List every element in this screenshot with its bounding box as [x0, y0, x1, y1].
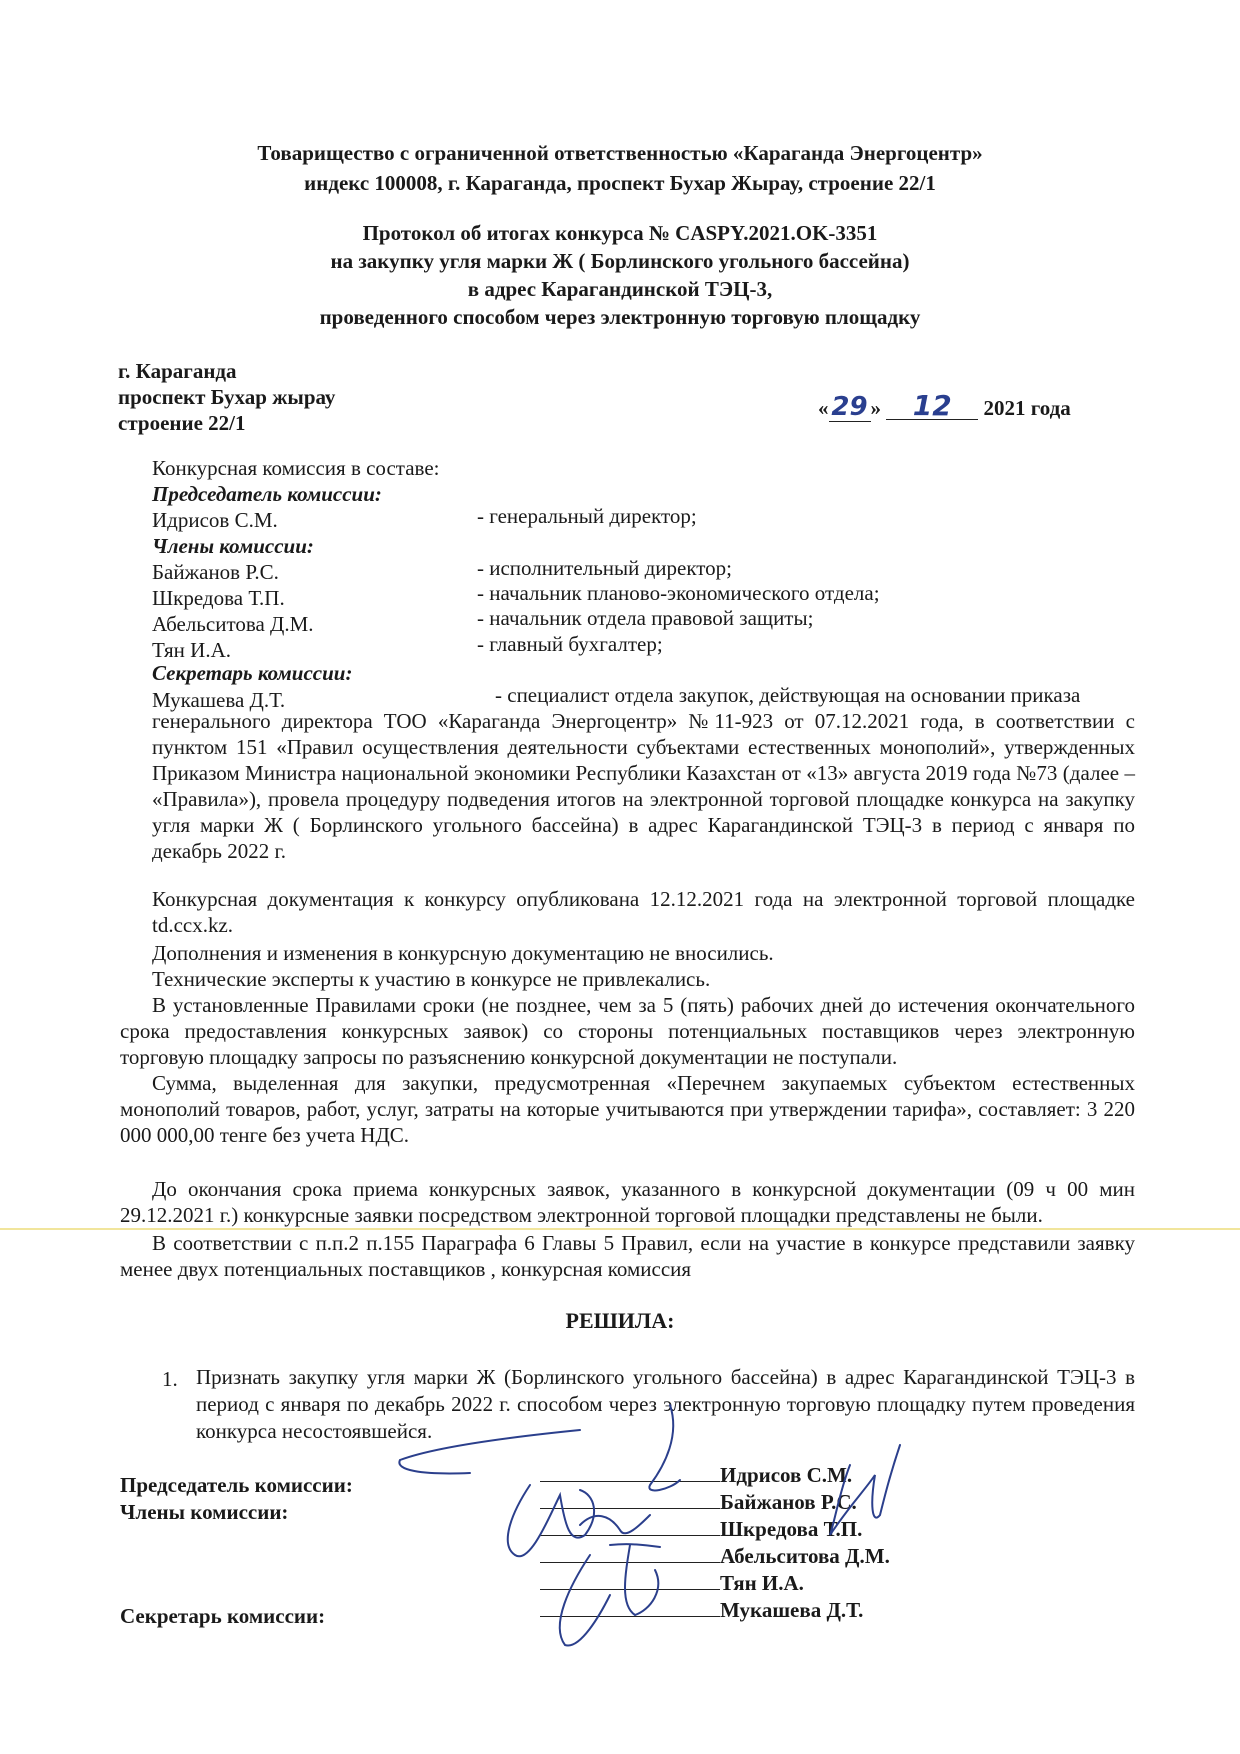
decision-heading: РЕШИЛА:	[565, 1308, 675, 1333]
signature-secretary-label: Секретарь комиссии:	[120, 1604, 326, 1628]
signature-member-stroke	[625, 1545, 658, 1615]
member-name: Абельситова Д.М.	[152, 612, 314, 636]
signature-loop-stroke	[649, 1405, 680, 1490]
signature-right-stroke	[830, 1445, 900, 1535]
date-year: 2021 года	[983, 396, 1071, 420]
signature-name: Идрисов С.М.	[720, 1463, 853, 1487]
decision-item-number: 1.	[162, 1367, 178, 1391]
secretary-role-start: - специалист отдела закупок, действующая на основании приказа	[495, 683, 1081, 707]
protocol-destination: в адрес Карагандинской ТЭЦ-3,	[467, 277, 773, 301]
chair-name: Идрисов С.М.	[152, 508, 278, 532]
secretary-appointment-text: генерального директора ТОО «Караганда Энергоцентр» №11-923 от 07.12.2021 года, в соответствии с пунктом 151 «Правил осуществления деятельности субъектами естественных монополий», утвержденных Приказом Министра национальной экономики Республики Казахстан от «13» августа 2019 года №73 (далее – «Правила»), провела процедуру подведения итогов на электронной торговой площадке конкурса на закупку угля марки Ж ( Борлинского угольного бассейна) в адрес Карагандинской ТЭЦ-3 в период с января по декабрь 2022 г.	[152, 709, 1135, 863]
signature-chair-label: Председатель комиссии:	[120, 1473, 353, 1497]
member-name: Шкредова Т.П.	[152, 586, 285, 610]
chair-role: - генеральный директор;	[477, 504, 697, 528]
members-label: Члены комиссии:	[152, 534, 314, 558]
signature-name: Тян И.А.	[720, 1571, 804, 1595]
member-role: - начальник отдела правовой защиты;	[477, 606, 814, 630]
chair-label: Председатель комиссии:	[152, 482, 382, 506]
organization-address: индекс 100008, г. Караганда, проспект Бухар Жырау, строение 22/1	[304, 171, 936, 195]
member-role: - главный бухгалтер;	[477, 632, 663, 656]
signature-members-label: Члены комиссии:	[120, 1500, 289, 1524]
paragraph-budget: Сумма, выделенная для закупки, предусмотренная «Перечнем закупаемых субъектом естественных монополий товаров, работ, услуг, затраты на которые учитываются при утверждении тарифа», составляет: 3 220 000 000,00 тенге без учета НДС.	[120, 1071, 1135, 1147]
paragraph-experts: Технические эксперты к участию в конкурсе не привлекались.	[152, 967, 711, 991]
protocol-method: проведенного способом через электронную торговую площадку	[319, 305, 921, 329]
member-role: - начальник планово-экономического отдела;	[477, 581, 880, 605]
date-close-quote: »	[870, 396, 881, 420]
paragraph-publication: Конкурсная документация к конкурсу опубликована 12.12.2021 года на электронной торговой площадке td.ccx.kz.	[152, 887, 1135, 937]
decision-item-text: Признать закупку угля марки Ж (Борлинского угольного бассейна) в адрес Карагандинской ТЭЦ-3 в период с января по декабрь 2022 г. способом через электронную торговую площадку путем проведения конкурса несостоявшейся.	[196, 1365, 1135, 1443]
date-open-quote: «	[818, 396, 829, 420]
handwritten-signatures	[380, 1395, 940, 1655]
protocol-subject: на закупку угля марки Ж ( Борлинского угольного бассейна)	[330, 249, 910, 273]
signature-chair-stroke	[399, 1430, 580, 1473]
organization-name: Товарищество с ограниченной ответственностью «Караганда Энергоцентр»	[257, 141, 983, 165]
commission-intro: Конкурсная комиссия в составе:	[152, 456, 440, 480]
document-date	[818, 389, 1071, 422]
location-building: строение 22/1	[118, 411, 246, 435]
signature-name: Шкредова Т.П.	[720, 1517, 863, 1541]
secretary-label: Секретарь комиссии:	[152, 661, 353, 685]
signature-name: Байжанов Р.С.	[720, 1490, 857, 1514]
signature-name: Абельситова Д.М.	[720, 1544, 890, 1568]
paragraph-clarifications: В установленные Правилами сроки (не позднее, чем за 5 (пять) рабочих дней до истечения окончательного срока предоставления конкурсных заявок) со стороны потенциальных поставщиков через электронную торговую площадку запросы по разъяснению конкурсной документации не поступали.	[120, 993, 1135, 1069]
member-name: Тян И.А.	[152, 638, 232, 662]
member-role: - исполнительный директор;	[477, 556, 733, 580]
location-city: г. Караганда	[118, 359, 237, 383]
signature-member-stroke	[508, 1485, 594, 1556]
protocol-title: Протокол об итогах конкурса № CASPY.2021.OK-3351	[362, 221, 878, 245]
paragraph-amendments: Дополнения и изменения в конкурсную документацию не вносились.	[152, 941, 774, 965]
member-name: Байжанов Р.С.	[152, 560, 279, 584]
date-day: 29	[829, 394, 871, 422]
secretary-name: Мукашева Д.Т.	[152, 688, 286, 712]
paragraph-legal-basis: В соответствии с п.п.2 п.155 Параграфа 6 Главы 5 Правил, если на участие в конкурсе представили заявку менее двух потенциальных поставщиков , конкурсная комиссия	[120, 1231, 1135, 1281]
signature-name: Мукашева Д.Т.	[720, 1598, 864, 1622]
location-street: проспект Бухар жырау	[118, 385, 336, 409]
date-month: 12	[886, 392, 978, 420]
signature-secretary-stroke	[560, 1555, 610, 1645]
paragraph-no-bids: До окончания срока приема конкурсных заявок, указанного в конкурсной документации (09 ч 00 мин 29.12.2021 г.) конкурсные заявки посредством электронной торговой площадки представлены не были.	[120, 1177, 1135, 1227]
